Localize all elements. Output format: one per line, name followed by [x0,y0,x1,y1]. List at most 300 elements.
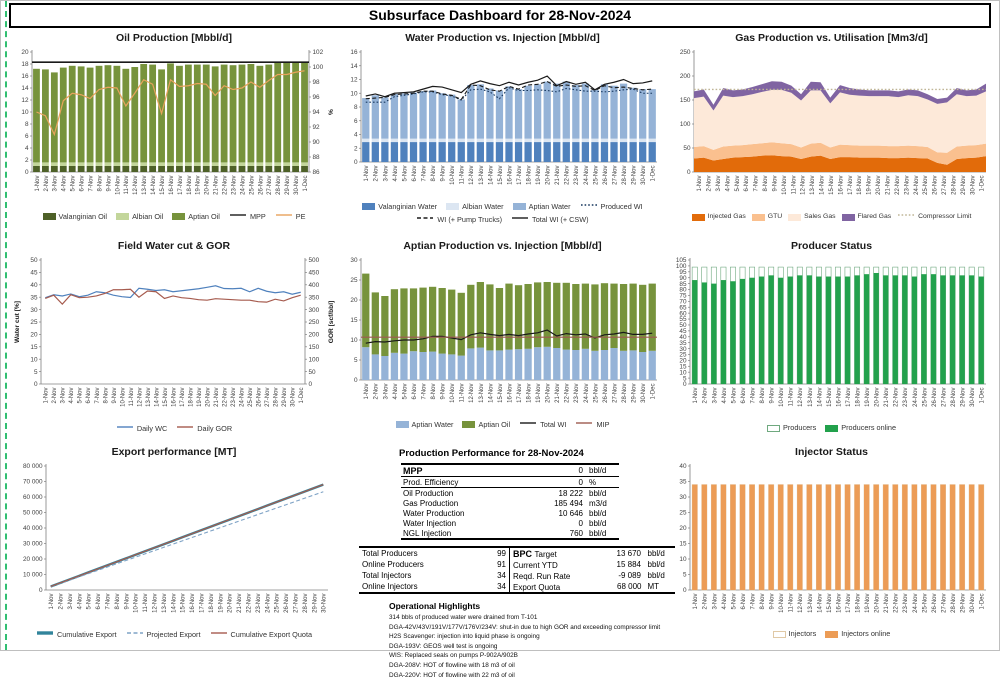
legend-swatch [126,629,144,640]
svg-text:4-Nov: 4-Nov [61,175,68,192]
svg-text:13-Nov: 13-Nov [145,387,152,407]
metric-unit: bbl/d [585,464,619,477]
svg-text:16: 16 [349,49,357,57]
count-row [359,581,509,592]
svg-text:30: 30 [678,345,686,353]
water-production-legend [339,201,666,225]
chart-title: Water Production vs. Injection [Mbbl/d] [405,32,600,44]
svg-text:4-Nov: 4-Nov [721,593,728,610]
svg-text:29-Nov: 29-Nov [285,175,292,195]
legend-label: Injectors online [841,629,891,638]
svg-text:0: 0 [682,587,686,595]
legend-label: MIP [596,419,610,429]
svg-text:10: 10 [349,90,357,98]
svg-text:55: 55 [678,316,686,324]
svg-text:23-Nov: 23-Nov [231,387,238,407]
legend-label: Albian Oil [132,211,164,221]
legend-swatch [116,423,134,434]
svg-text:250: 250 [679,49,690,57]
svg-text:14-Nov: 14-Nov [171,593,178,613]
dashboard-grid [9,28,995,679]
svg-text:20: 20 [349,297,357,305]
svg-text:14: 14 [349,62,357,70]
legend-total-wi [519,419,566,430]
svg-text:28-Nov: 28-Nov [950,175,957,195]
svg-text:1-Nov: 1-Nov [363,383,370,400]
svg-text:22-Nov: 22-Nov [894,175,901,195]
svg-text:8-Nov: 8-Nov [103,387,110,404]
svg-text:13-Nov: 13-Nov [807,593,814,613]
svg-text:24-Nov: 24-Nov [240,175,247,195]
highlight-line: DGA-220V: HOT of flowline with 22 m3 of oil [389,671,515,679]
svg-text:6: 6 [24,133,29,141]
svg-text:10: 10 [678,369,686,377]
target-row [510,548,676,559]
svg-text:30-Nov: 30-Nov [640,383,647,403]
target-label [510,570,599,581]
legend-producers-online [825,423,896,433]
svg-text:9-Nov: 9-Nov [769,387,776,404]
svg-text:10-Nov: 10-Nov [120,387,127,407]
target-row [510,570,676,581]
svg-text:1-Nov: 1-Nov [692,387,699,404]
svg-text:40: 40 [30,282,38,289]
svg-text:26-Nov: 26-Nov [931,387,938,407]
svg-text:9-Nov: 9-Nov [769,593,776,610]
svg-text:3-Nov: 3-Nov [711,593,718,610]
svg-text:5: 5 [33,368,38,376]
svg-text:92: 92 [312,124,320,132]
svg-text:7-Nov: 7-Nov [88,175,95,192]
svg-text:6-Nov: 6-Nov [740,387,747,404]
svg-text:60: 60 [678,310,686,318]
svg-text:5: 5 [682,375,686,383]
svg-text:6-Nov: 6-Nov [86,387,93,404]
svg-text:85: 85 [678,280,686,288]
svg-text:21-Nov: 21-Nov [213,175,220,195]
legend-label: Daily GOR [197,423,233,433]
count-value: 34 [497,582,506,591]
svg-text:14: 14 [21,85,29,93]
svg-text:29-Nov: 29-Nov [282,387,289,407]
highlights-title: Operational Highlights [389,601,481,611]
svg-text:26-Nov: 26-Nov [256,387,263,407]
svg-text:27-Nov: 27-Nov [611,383,618,403]
svg-text:1-Dec: 1-Dec [650,383,657,400]
svg-text:15-Nov: 15-Nov [180,593,187,613]
svg-text:10: 10 [349,337,357,345]
metric-row [401,508,619,518]
svg-text:150: 150 [679,97,690,105]
svg-text:28-Nov: 28-Nov [950,593,957,613]
svg-text:9-Nov: 9-Nov [111,387,118,404]
water-production-plot[interactable] [341,46,665,201]
svg-text:29-Nov: 29-Nov [312,593,319,613]
legend-swatch [511,214,529,225]
svg-text:2: 2 [24,157,29,165]
svg-text:96: 96 [312,94,320,102]
metric-row [401,464,619,477]
svg-text:25: 25 [678,351,686,359]
legend-label: WI (+ Pump Trucks) [437,214,503,224]
legend-wi-pump-trucks [416,214,502,225]
legend-projected-export [126,629,201,640]
svg-text:16-Nov: 16-Nov [506,165,513,185]
svg-text:14-Nov: 14-Nov [487,383,494,403]
svg-text:20-Nov: 20-Nov [874,387,881,407]
svg-text:27-Nov: 27-Nov [940,593,947,613]
svg-text:16-Nov: 16-Nov [506,383,513,403]
highlight-line: H2S Scavenger: injection into liquid phase is ongoing [389,633,540,641]
svg-text:13-Nov: 13-Nov [161,593,168,613]
svg-text:20-Nov: 20-Nov [204,175,211,195]
svg-text:50 000: 50 000 [22,509,43,517]
svg-text:4-Nov: 4-Nov [392,383,399,400]
aptian-production-panel [339,236,666,442]
svg-text:1-Dec: 1-Dec [979,387,986,404]
svg-text:7-Nov: 7-Nov [94,387,101,404]
svg-text:12-Nov: 12-Nov [137,387,144,407]
svg-text:11-Nov: 11-Nov [788,387,795,407]
svg-text:15-Nov: 15-Nov [497,165,504,185]
svg-text:300: 300 [308,306,320,314]
svg-text:17-Nov: 17-Nov [516,165,523,185]
svg-text:19-Nov: 19-Nov [218,593,225,613]
legend-swatch [897,211,915,223]
legend-swatch [172,213,185,220]
legend-swatch [396,421,409,428]
svg-text:18-Nov: 18-Nov [854,593,861,613]
svg-text:2-Nov: 2-Nov [373,383,380,400]
svg-text:65: 65 [678,304,686,312]
count-row [359,570,509,581]
svg-text:50: 50 [308,368,316,376]
svg-text:28-Nov: 28-Nov [950,387,957,407]
svg-text:26-Nov: 26-Nov [932,175,939,195]
svg-text:23-Nov: 23-Nov [902,387,909,407]
svg-text:21-Nov: 21-Nov [883,593,890,613]
legend-swatch [416,214,434,225]
legend-swatch [275,211,293,222]
svg-text:1-Nov: 1-Nov [692,593,699,610]
svg-text:19-Nov: 19-Nov [866,175,873,195]
svg-text:8-Nov: 8-Nov [114,593,121,610]
legend-swatch [580,201,598,212]
target-label [510,559,599,570]
svg-text:98: 98 [312,79,320,87]
highlight-line: DGA-42V/43V/191V/177V/176V/234V: shut-in due to high GOR and exceeding compressor limit [389,623,661,631]
svg-text:86: 86 [312,169,320,177]
legend-aptian-water [513,202,571,212]
svg-text:14-Nov: 14-Nov [816,593,823,613]
target-label-text: Reqd. Run Rate [513,571,571,581]
target-unit: bbl/d [647,560,665,569]
chart-title: Aptian Production vs. Injection [Mbbl/d] [403,240,602,252]
targets-table [509,548,675,592]
svg-text:20: 20 [678,357,686,365]
svg-text:12-Nov: 12-Nov [468,383,475,403]
legend-swatch [362,203,375,210]
svg-text:1-Dec: 1-Dec [302,175,309,192]
svg-text:27-Nov: 27-Nov [267,175,274,195]
legend-daily-wc [116,423,167,434]
target-unit: bbl/d [647,549,665,558]
svg-text:4-Nov: 4-Nov [724,175,731,192]
svg-text:50: 50 [30,257,38,265]
svg-text:40: 40 [678,463,686,471]
legend-swatch [692,214,705,221]
count-value: 99 [497,549,506,558]
legend-injectors-online [825,629,890,639]
svg-text:20-Nov: 20-Nov [205,387,212,407]
svg-text:17-Nov: 17-Nov [177,175,184,195]
svg-text:2: 2 [353,145,357,153]
stats-block [359,546,675,594]
svg-text:15-Nov: 15-Nov [826,387,833,407]
legend-valanginian-water [362,202,437,212]
svg-text:20: 20 [21,49,29,57]
svg-text:45: 45 [678,328,686,336]
svg-text:25-Nov: 25-Nov [592,165,599,185]
svg-text:18-Nov: 18-Nov [208,593,215,613]
svg-text:4-Nov: 4-Nov [392,165,399,182]
svg-text:15: 15 [349,317,357,325]
legend-swatch [842,214,855,221]
metric-row [401,488,619,499]
aptian-production-legend [339,419,666,430]
svg-text:11-Nov: 11-Nov [128,387,135,407]
svg-text:16-Nov: 16-Nov [171,387,178,407]
injector-status-plot[interactable] [670,460,994,629]
target-row [510,559,676,570]
target-value: 13 670 [616,549,641,558]
svg-text:15-Nov: 15-Nov [497,383,504,403]
svg-text:94: 94 [312,109,320,117]
svg-text:24-Nov: 24-Nov [913,175,920,195]
highlight-line: DGA-208V: HOT of flowline with 18 m3 of oil [389,662,515,670]
svg-text:22-Nov: 22-Nov [564,383,571,403]
metric-row [401,528,619,539]
metric-unit: bbl/d [589,508,607,518]
producer-status-legend [666,423,997,433]
legend-cumulative-export-quota [210,629,313,640]
export-performance-plot[interactable] [12,460,336,629]
legend-swatch [773,631,786,638]
svg-text:12-Nov: 12-Nov [152,593,159,613]
chart-title: Oil Production [Mbbl/d] [115,32,233,44]
svg-text:2-Nov: 2-Nov [702,593,709,610]
legend-pe [275,211,306,222]
target-row [510,581,676,592]
svg-text:23-Nov: 23-Nov [902,593,909,613]
metric-unit: % [585,477,619,488]
target-label-text: Current YTD [513,560,558,570]
svg-text:1-Nov: 1-Nov [43,387,50,404]
svg-text:5-Nov: 5-Nov [730,387,737,404]
svg-text:17-Nov: 17-Nov [179,387,186,407]
svg-text:30-Nov: 30-Nov [293,175,300,195]
svg-text:8: 8 [353,104,357,112]
export-performance-legend [9,629,339,640]
legend-swatch [176,423,194,434]
legend-produced-wi [580,201,643,212]
svg-text:27-Nov: 27-Nov [941,175,948,195]
svg-text:22-Nov: 22-Nov [564,165,571,185]
svg-text:24-Nov: 24-Nov [265,593,272,613]
performance-body [353,463,666,680]
svg-text:12-Nov: 12-Nov [797,593,804,613]
svg-text:19-Nov: 19-Nov [196,387,203,407]
target-label-text: Target [534,549,557,559]
legend-label: Total WI (+ CSW) [532,214,589,224]
svg-text:22-Nov: 22-Nov [893,387,900,407]
svg-text:2-Nov: 2-Nov [58,593,65,610]
svg-text:1-Nov: 1-Nov [49,593,56,610]
svg-text:30-Nov: 30-Nov [969,593,976,613]
oil-production-legend [9,211,339,222]
svg-text:35: 35 [30,294,38,302]
count-row [359,559,509,570]
svg-text:75: 75 [678,292,686,300]
svg-text:3-Nov: 3-Nov [382,383,389,400]
highlight-line: 314 bbls of produced water were drained from T-101 [389,614,538,621]
svg-text:11-Nov: 11-Nov [459,165,466,185]
svg-text:80: 80 [678,286,686,294]
chart-title: Injector Status [795,446,868,458]
svg-text:2-Nov: 2-Nov [373,165,380,182]
metric-row [401,518,619,528]
svg-text:26-Nov: 26-Nov [284,593,291,613]
svg-text:25: 25 [349,277,357,285]
svg-text:16-Nov: 16-Nov [835,593,842,613]
legend-aptian-oil [172,212,220,222]
chart-title: Gas Production vs. Utilisation [Mm3/d] [735,32,928,44]
legend-albian-oil [116,212,163,222]
svg-text:11-Nov: 11-Nov [788,593,795,613]
svg-text:3-Nov: 3-Nov [67,593,74,610]
svg-text:20-Nov: 20-Nov [874,593,881,613]
svg-text:15-Nov: 15-Nov [162,387,169,407]
svg-text:8-Nov: 8-Nov [759,387,766,404]
legend-label: Producers [782,423,817,432]
svg-text:8-Nov: 8-Nov [430,165,437,182]
svg-text:30: 30 [678,494,686,502]
svg-text:25-Nov: 25-Nov [921,593,928,613]
legend-valanginian-oil [43,212,108,222]
legend-label: Aptian Water [411,419,454,429]
svg-text:18-Nov: 18-Nov [525,165,532,185]
svg-text:40 000: 40 000 [22,525,43,533]
svg-text:22-Nov: 22-Nov [893,593,900,613]
metric-label: MPP [401,464,533,477]
svg-text:15-Nov: 15-Nov [826,593,833,613]
svg-text:5-Nov: 5-Nov [734,175,741,192]
count-value: 91 [497,560,506,569]
svg-text:10: 10 [678,556,686,564]
legend-injected-gas [692,212,746,222]
metrics-table [401,463,619,540]
svg-text:50: 50 [682,145,690,153]
legend-label: PE [295,211,306,221]
svg-text:6-Nov: 6-Nov [743,175,750,192]
svg-text:23-Nov: 23-Nov [231,175,238,195]
legend-label: Cumulative Export Quota [230,629,313,639]
svg-text:1-Dec: 1-Dec [979,593,986,610]
legend-producers [767,423,816,433]
legend-swatch [767,425,780,432]
svg-text:10 000: 10 000 [22,571,43,579]
legend-mip [575,419,609,430]
svg-text:13-Nov: 13-Nov [478,165,485,185]
svg-text:30-Nov: 30-Nov [290,387,297,407]
svg-text:18-Nov: 18-Nov [525,383,532,403]
svg-text:5-Nov: 5-Nov [70,175,77,192]
metric-label: Water Production [403,508,465,518]
svg-text:7-Nov: 7-Nov [420,383,427,400]
svg-text:6: 6 [353,117,357,125]
water-cut-gor-plot[interactable] [12,254,336,423]
svg-text:13-Nov: 13-Nov [807,387,814,407]
svg-text:35: 35 [678,339,686,347]
svg-text:2-Nov: 2-Nov [702,387,709,404]
svg-text:12-Nov: 12-Nov [133,175,140,195]
svg-text:17-Nov: 17-Nov [845,593,852,613]
svg-text:30-Nov: 30-Nov [969,387,976,407]
producer-status-plot[interactable] [670,254,994,423]
metric-value: 0 [533,464,585,477]
water-cut-gor-panel [9,236,339,442]
svg-text:1-Dec: 1-Dec [650,165,657,182]
gas-production-plot[interactable] [670,46,994,211]
svg-text:17-Nov: 17-Nov [845,387,852,407]
svg-text:25-Nov: 25-Nov [274,593,281,613]
legend-mpp [229,211,266,222]
svg-text:5: 5 [353,357,357,365]
svg-text:25-Nov: 25-Nov [922,175,929,195]
svg-text:25-Nov: 25-Nov [592,383,599,403]
svg-text:450: 450 [308,269,320,277]
svg-text:105: 105 [675,257,686,265]
svg-text:22-Nov: 22-Nov [222,175,229,195]
legend-swatch [825,425,838,432]
svg-text:0: 0 [24,169,29,177]
svg-text:4: 4 [353,131,357,139]
svg-text:100: 100 [308,356,320,364]
svg-text:27-Nov: 27-Nov [940,387,947,407]
oil-production-plot[interactable] [12,46,336,211]
svg-text:24-Nov: 24-Nov [583,165,590,185]
svg-text:6-Nov: 6-Nov [740,593,747,610]
legend-label: Daily WC [136,423,168,433]
count-row [359,548,509,559]
svg-text:18-Nov: 18-Nov [854,387,861,407]
gas-production-panel [666,28,997,236]
export-performance-panel [9,442,339,650]
metric-label: Prod. Efficiency [401,477,533,488]
svg-text:0: 0 [353,159,357,167]
legend-aptian-oil [462,420,510,430]
svg-text:30: 30 [349,257,357,265]
legend-label: MPP [249,211,266,221]
svg-text:18-Nov: 18-Nov [186,175,193,195]
svg-text:17-Nov: 17-Nov [199,593,206,613]
water-production-panel [339,28,666,236]
metric-value: 760 [569,528,583,538]
svg-text:4-Nov: 4-Nov [721,387,728,404]
aptian-production-plot[interactable] [341,254,665,419]
svg-text:14-Nov: 14-Nov [487,165,494,185]
metric-unit: bbl/d [589,528,607,538]
